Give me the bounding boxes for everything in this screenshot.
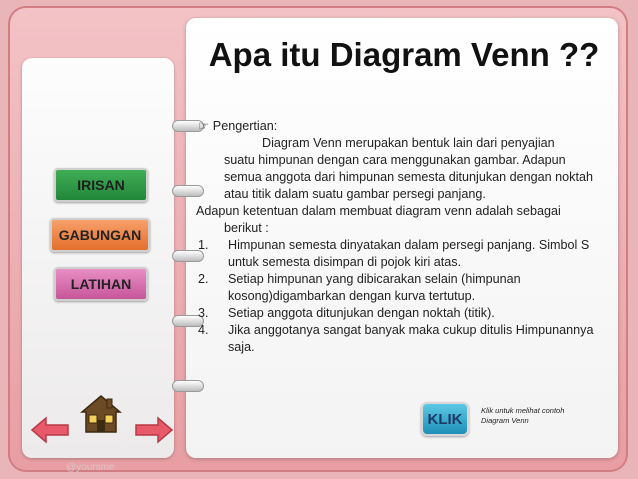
rule-number: 2. — [198, 272, 209, 286]
rules-intro-cont: berikut : — [224, 221, 269, 235]
rule-item — [198, 271, 604, 305]
right-arrow-icon — [134, 416, 174, 444]
binder-ring-icon — [172, 380, 204, 392]
rule-text: Setiap anggota ditunjukan dengan noktah (titik). — [228, 306, 495, 320]
back-arrow-button[interactable] — [30, 416, 70, 449]
rule-item — [198, 322, 604, 356]
home-icon — [80, 394, 122, 434]
klik-note: Klik untuk melihat contoh Diagram Venn — [481, 406, 565, 425]
rule-text: Himpunan semesta dinyatakan dalam persegi panjang. Simbol S untuk semesta disimpan di pojok kiri atas. — [228, 238, 590, 269]
irisan-button[interactable]: IRISAN — [54, 168, 148, 202]
next-arrow-button[interactable] — [134, 416, 174, 449]
latihan-button[interactable]: LATIHAN — [54, 267, 148, 301]
definition-first-line: Diagram Venn merupakan bentuk lain dari penyajian — [262, 136, 555, 150]
content-body — [198, 118, 604, 356]
rule-text: Jika anggotanya sangat banyak maka cukup ditulis Himpunannya saja. — [228, 323, 594, 354]
klik-button[interactable]: KLIK — [421, 402, 469, 436]
rule-number: 4. — [198, 323, 209, 337]
rule-text: Setiap himpunan yang dibicarakan selain (himpunan kosong)digambarkan dengan kurva tertutup. — [228, 272, 521, 303]
watermark: @yoursme — [66, 462, 115, 473]
rules-intro: Adapun ketentuan dalam membuat diagram venn adalah sebagai — [196, 204, 561, 218]
definition-text: suatu himpunan dengan cara menggunakan gambar. Adapun semua anggota dari himpunan semesta ditunjukan dengan noktah atau titik dalam suatu gambar persegi panjang. — [224, 153, 593, 201]
rule-item — [198, 237, 604, 271]
section-heading: ☞ Pengertian: — [198, 119, 278, 133]
slide-title: Apa itu Diagram Venn ?? — [208, 36, 600, 73]
rule-item — [198, 305, 604, 322]
left-arrow-icon — [30, 416, 70, 444]
rule-number: 1. — [198, 238, 209, 252]
gabungan-button[interactable]: GABUNGAN — [50, 218, 150, 252]
rule-number: 3. — [198, 306, 209, 320]
home-button[interactable] — [80, 394, 122, 439]
